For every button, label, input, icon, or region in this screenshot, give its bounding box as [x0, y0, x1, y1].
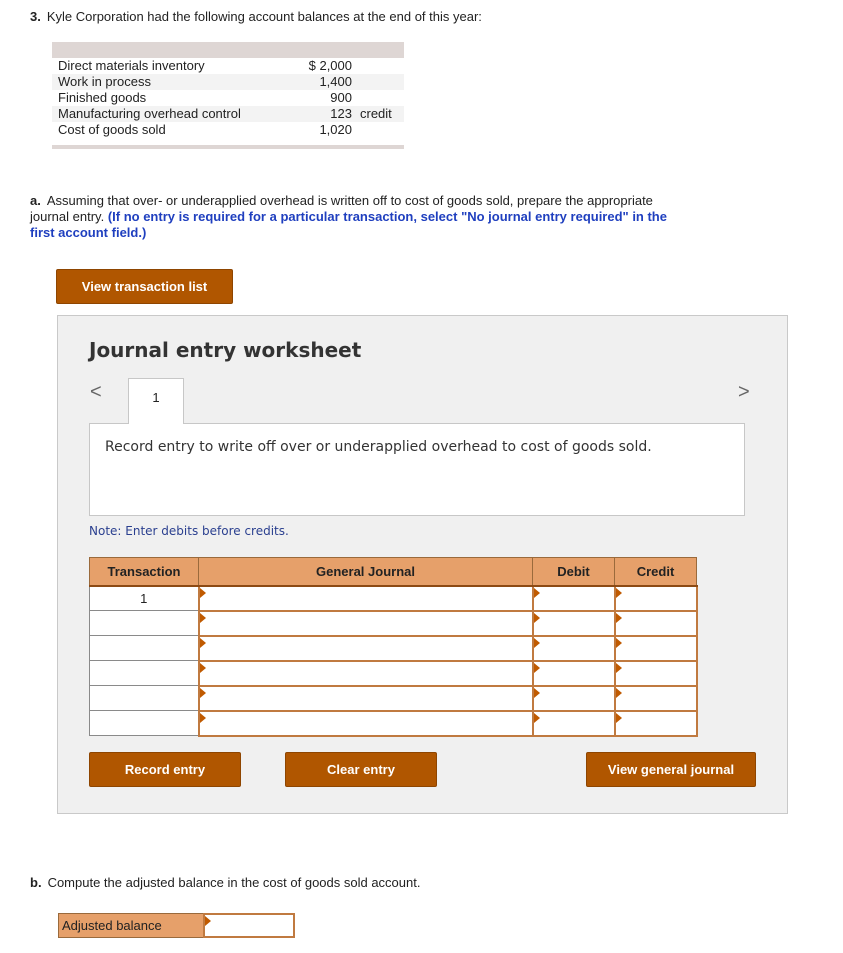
balance-table-footer — [52, 145, 404, 149]
balance-label: Manufacturing overhead control — [58, 106, 241, 121]
question-number: 3. — [30, 9, 41, 24]
balance-row — [52, 58, 404, 74]
col-general-journal: General Journal — [199, 558, 533, 586]
clear-entry-button[interactable]: Clear entry — [285, 752, 437, 787]
transaction-number — [90, 686, 199, 711]
col-credit: Credit — [615, 558, 697, 586]
question-text: Kyle Corporation had the following account balances at the end of this year: — [46, 9, 482, 24]
balance-value: 1,400 — [319, 74, 352, 89]
credit-input[interactable] — [615, 661, 697, 686]
debit-input[interactable] — [533, 686, 615, 711]
part-b-text: Compute the adjusted balance in the cost of goods sold account. — [47, 875, 421, 890]
next-arrow-icon[interactable]: > — [738, 381, 750, 403]
debit-input[interactable] — [533, 661, 615, 686]
credit-input[interactable] — [615, 711, 697, 736]
part-b-prompt — [30, 875, 420, 890]
balance-label: Finished goods — [58, 90, 147, 105]
debit-input[interactable] — [533, 711, 615, 736]
worksheet-instruction: Record entry to write off over or underapplied overhead to cost of goods sold. — [89, 423, 745, 516]
journal-table — [89, 557, 698, 737]
balance-value: 900 — [330, 90, 352, 105]
credit-input[interactable] — [615, 686, 697, 711]
balance-row — [52, 122, 404, 138]
account-input[interactable] — [199, 686, 533, 711]
debit-input[interactable] — [533, 611, 615, 636]
col-debit: Debit — [533, 558, 615, 586]
adjusted-balance-label: Adjusted balance — [58, 913, 204, 938]
balance-row — [52, 90, 404, 106]
adjusted-balance-input[interactable] — [203, 913, 295, 938]
part-a-prompt — [30, 193, 690, 241]
table-row — [90, 586, 697, 611]
prev-arrow-icon[interactable]: < — [90, 381, 102, 403]
balance-value: $ 2,000 — [308, 58, 352, 73]
record-entry-button[interactable]: Record entry — [89, 752, 241, 787]
credit-input[interactable] — [615, 636, 697, 661]
transaction-number — [90, 661, 199, 686]
debit-input[interactable] — [533, 586, 615, 611]
part-a-text: Assuming that over- or underapplied overhead is written off to cost of goods sold, prepare the appropriate journal entry. — [30, 193, 653, 224]
transaction-number: 1 — [90, 586, 199, 611]
balance-value: 123 — [330, 106, 352, 121]
part-b-letter: b. — [30, 875, 42, 890]
balance-note: credit — [360, 106, 392, 121]
balance-label: Cost of goods sold — [58, 122, 166, 137]
credit-input[interactable] — [615, 611, 697, 636]
balance-label: Work in process — [58, 74, 151, 89]
account-input[interactable] — [199, 711, 533, 736]
transaction-number — [90, 636, 199, 661]
worksheet-note: Note: Enter debits before credits. — [89, 524, 289, 538]
journal-header-row — [90, 558, 697, 586]
balance-table-header — [52, 42, 404, 58]
account-input[interactable] — [199, 636, 533, 661]
tab-transaction-1[interactable]: 1 — [128, 378, 184, 424]
view-transaction-list-button[interactable]: View transaction list — [56, 269, 233, 304]
worksheet-title: Journal entry worksheet — [89, 338, 362, 362]
table-row — [90, 611, 697, 636]
account-input[interactable] — [199, 661, 533, 686]
table-row — [90, 636, 697, 661]
balance-row — [52, 74, 404, 90]
col-transaction: Transaction — [90, 558, 199, 586]
table-row — [90, 686, 697, 711]
balance-row — [52, 106, 404, 122]
balance-label: Direct materials inventory — [58, 58, 205, 73]
debit-input[interactable] — [533, 636, 615, 661]
part-a-letter: a. — [30, 193, 41, 208]
account-input[interactable] — [199, 611, 533, 636]
table-row — [90, 711, 697, 736]
transaction-number — [90, 711, 199, 736]
question-header — [30, 9, 482, 24]
credit-input[interactable] — [615, 586, 697, 611]
account-input[interactable] — [199, 586, 533, 611]
transaction-number — [90, 611, 199, 636]
part-a-instruction: (If no entry is required for a particular transaction, select "No journal entry required" in the first account field.) — [30, 209, 667, 240]
balance-value: 1,020 — [319, 122, 352, 137]
view-general-journal-button[interactable]: View general journal — [586, 752, 756, 787]
table-row — [90, 661, 697, 686]
